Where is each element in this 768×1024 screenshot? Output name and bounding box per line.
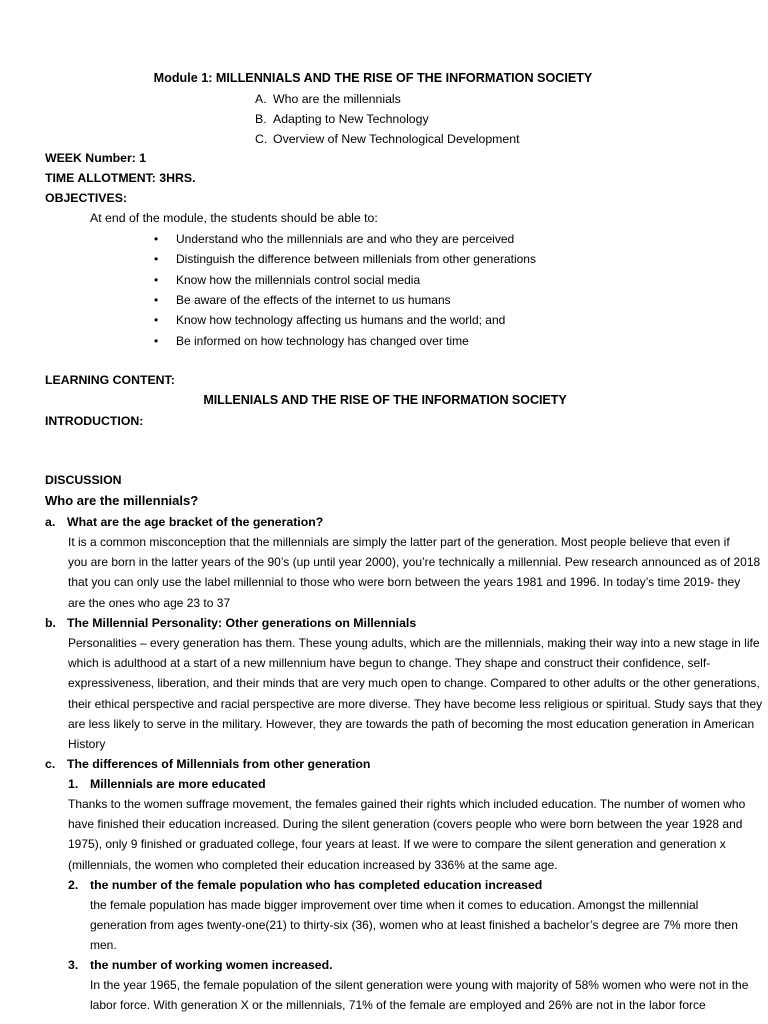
paragraph-line: their ethical perspective and racial perspective are more diverse. They have become less religious or spiritual. Study says that they [68, 696, 763, 711]
objective-item: • Be aware of the effects of the internet to us humans [176, 290, 451, 310]
section-b-heading [45, 613, 416, 633]
topic-text: Overview of New Technological Development [273, 132, 520, 146]
section-a-heading [45, 512, 323, 532]
paragraph-line: you are born in the latter years of the 90’s (up until year 2000), you’re technically a millennial. Pew research announced as of 2018 [68, 555, 761, 570]
subsection-title: the number of working women increased. [90, 958, 333, 972]
who-heading: Who are the millennials? [45, 493, 199, 508]
paragraph-line: the female population has made bigger improvement over time when it comes to education. Amongst the millennial [90, 898, 699, 912]
paragraph-line: are the ones who age 23 to 37 [68, 595, 231, 610]
paragraph-line: Personalities – every generation has them. These young adults, which are the millennials, making their way into a new stage in life [68, 636, 760, 650]
discussion-heading: DISCUSSION [45, 473, 122, 487]
subsection-paragraph [90, 895, 738, 956]
topic-text: Who are the millennials [273, 92, 401, 106]
topic-letter: A. [255, 92, 267, 106]
content-title: MILLENIALS AND THE RISE OF THE INFORMATION SOCIETY [203, 393, 567, 407]
paragraph-line: are less likely to serve in the military. However, they are towards the path of becoming the most education generation in American [68, 716, 755, 731]
subsection-paragraph [68, 794, 745, 875]
section-marker: b. [45, 616, 56, 630]
paragraph-line: men. [90, 938, 117, 953]
section-c-heading [45, 754, 370, 774]
section-title: The Millennial Personality: Other generations on Millennials [67, 616, 417, 630]
paragraph-line: History [68, 737, 106, 752]
subsection-heading [68, 774, 266, 794]
subsection-marker: 1. [68, 777, 79, 791]
objective-item: • Be informed on how technology has changed over time [176, 331, 469, 351]
objective-item: • Understand who the millennials are and who they are perceived [176, 229, 514, 249]
objectives-intro: At end of the module, the students should be able to: [90, 211, 378, 225]
paragraph-line: 1975), only 9 finished or graduated college, four years at least. If we were to compare the silent generation and generation x [68, 837, 726, 852]
section-title: The differences of Millennials from other generation [67, 757, 371, 771]
paragraph-line: It is a common misconception that the millennials are simply the latter part of the generation. Most people believe that even if [68, 535, 730, 549]
subsection-heading [68, 955, 333, 975]
topic-letter: B. [255, 112, 267, 126]
paragraph-line: In the year 1965, the female population of the silent generation were young with majority of 58% women who were not in the [90, 978, 749, 992]
module-topic [255, 129, 520, 149]
paragraph-line: Thanks to the women suffrage movement, the females gained their rights which included education. The number of women who [68, 797, 746, 811]
section-a-paragraph [68, 532, 760, 613]
paragraph-line: (millennials, the women who completed their education increased by 336% at the same age. [68, 857, 558, 872]
section-title: What are the age bracket of the generation? [67, 515, 324, 529]
module-topic [255, 89, 401, 109]
subsection-title: Millennials are more educated [90, 777, 266, 791]
objectives-heading: OBJECTIVES: [45, 191, 127, 205]
section-marker: a. [45, 515, 56, 529]
paragraph-line: expressiveness, liberation, and their minds that are very much open to change. Compared to other adults or the other generations, [68, 676, 760, 691]
week-number: WEEK Number: 1 [45, 151, 147, 165]
objective-item: • Know how the millennials control social media [176, 270, 420, 290]
paragraph-line: which is adulthood at a start of a new millennium have begun to change. They shape and construct their confidence, self- [68, 656, 711, 671]
topic-letter: C. [255, 132, 268, 146]
paragraph-line: generation from ages twenty-one(21) to thirty-six (36), women who at least finished a bachelor’s degree are 7% more then [90, 918, 738, 933]
time-allotment: TIME ALLOTMENT: 3HRS. [45, 171, 196, 185]
module-topic [255, 109, 429, 129]
topic-text: Adapting to New Technology [273, 112, 429, 126]
section-marker: c. [45, 757, 56, 771]
subsection-marker: 2. [68, 878, 79, 892]
introduction-heading: INTRODUCTION: [45, 414, 144, 428]
subsection-paragraph [90, 975, 748, 1015]
objective-item: • Distinguish the difference between millenials from other generations [176, 249, 536, 269]
subsection-heading [68, 875, 542, 895]
subsection-title: the number of the female population who has completed education increased [90, 878, 543, 892]
paragraph-line: have finished their education increased. During the silent generation (covers people who were born between the year 1928 and [68, 817, 743, 832]
objective-item: • Know how technology affecting us humans and the world; and [176, 310, 505, 330]
paragraph-line: labor force. With generation X or the millennials, 71% of the female are employed and 26% are not in the labor force [90, 998, 706, 1013]
subsection-marker: 3. [68, 958, 79, 972]
paragraph-line: that you can only use the label millennial to those who were born between the years 1981 and 1996. In today’s time 2019- they [68, 575, 741, 590]
learning-content-heading: LEARNING CONTENT: [45, 373, 175, 387]
module-title: Module 1: MILLENNIALS AND THE RISE OF THE INFORMATION SOCIETY [153, 71, 593, 85]
section-b-paragraph [68, 633, 762, 754]
